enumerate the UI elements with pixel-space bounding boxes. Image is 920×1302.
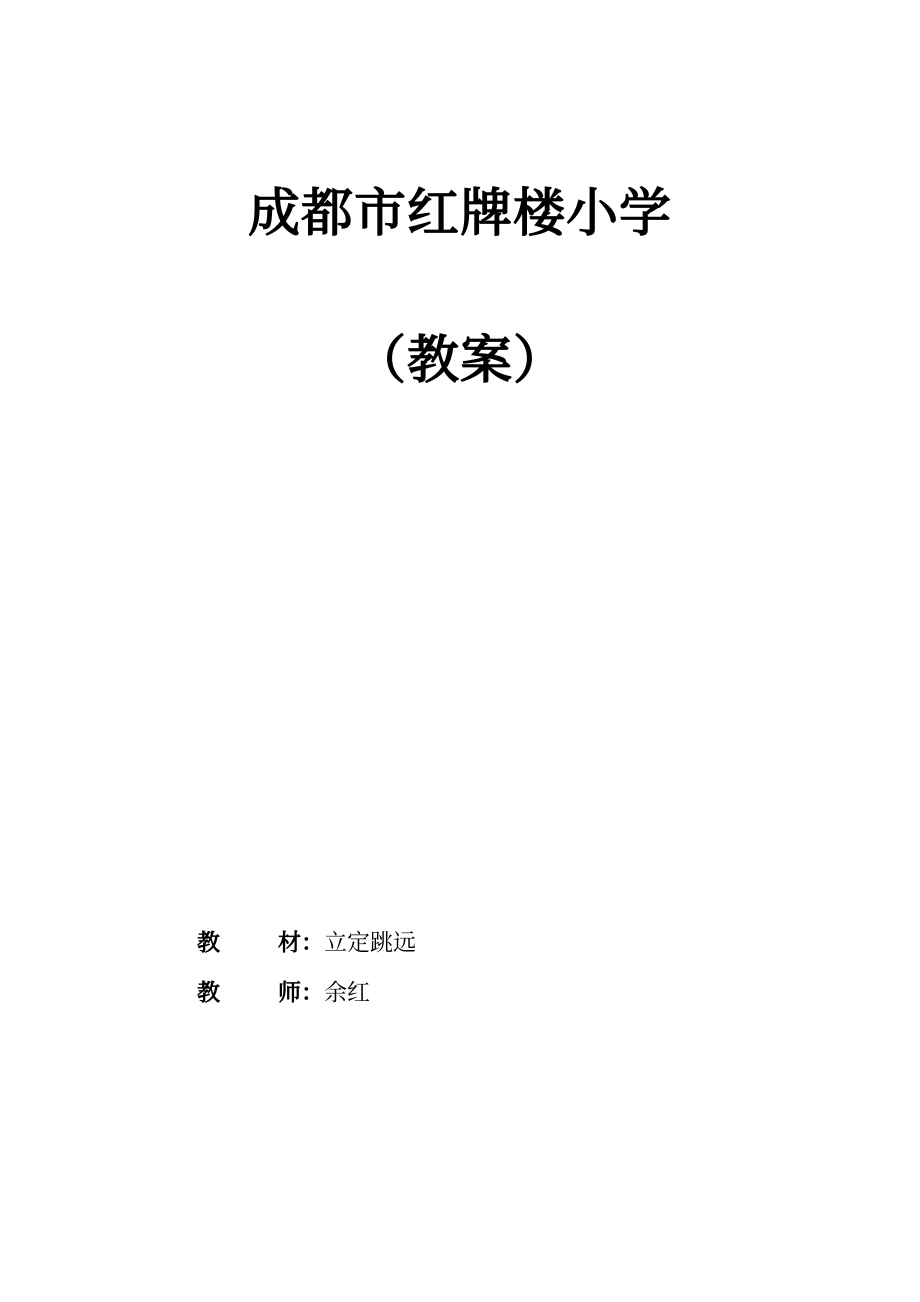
page-subtitle: （教案） [353,331,566,391]
page-title: 成都市红牌楼小学 [247,184,672,244]
metadata-label-prefix-teacher: 教 [197,980,220,1006]
metadata-label-textbook: 材： [278,930,324,956]
metadata-row-teacher [197,968,797,1018]
metadata-row-textbook [197,918,797,968]
metadata-label-teacher: 师： [278,980,324,1006]
title-block [0,182,920,394]
metadata-value-teacher: 余红 [324,980,370,1006]
metadata-label-prefix-textbook: 教 [197,930,220,956]
metadata-value-textbook: 立定跳远 [324,930,416,956]
metadata-block [197,918,797,1018]
